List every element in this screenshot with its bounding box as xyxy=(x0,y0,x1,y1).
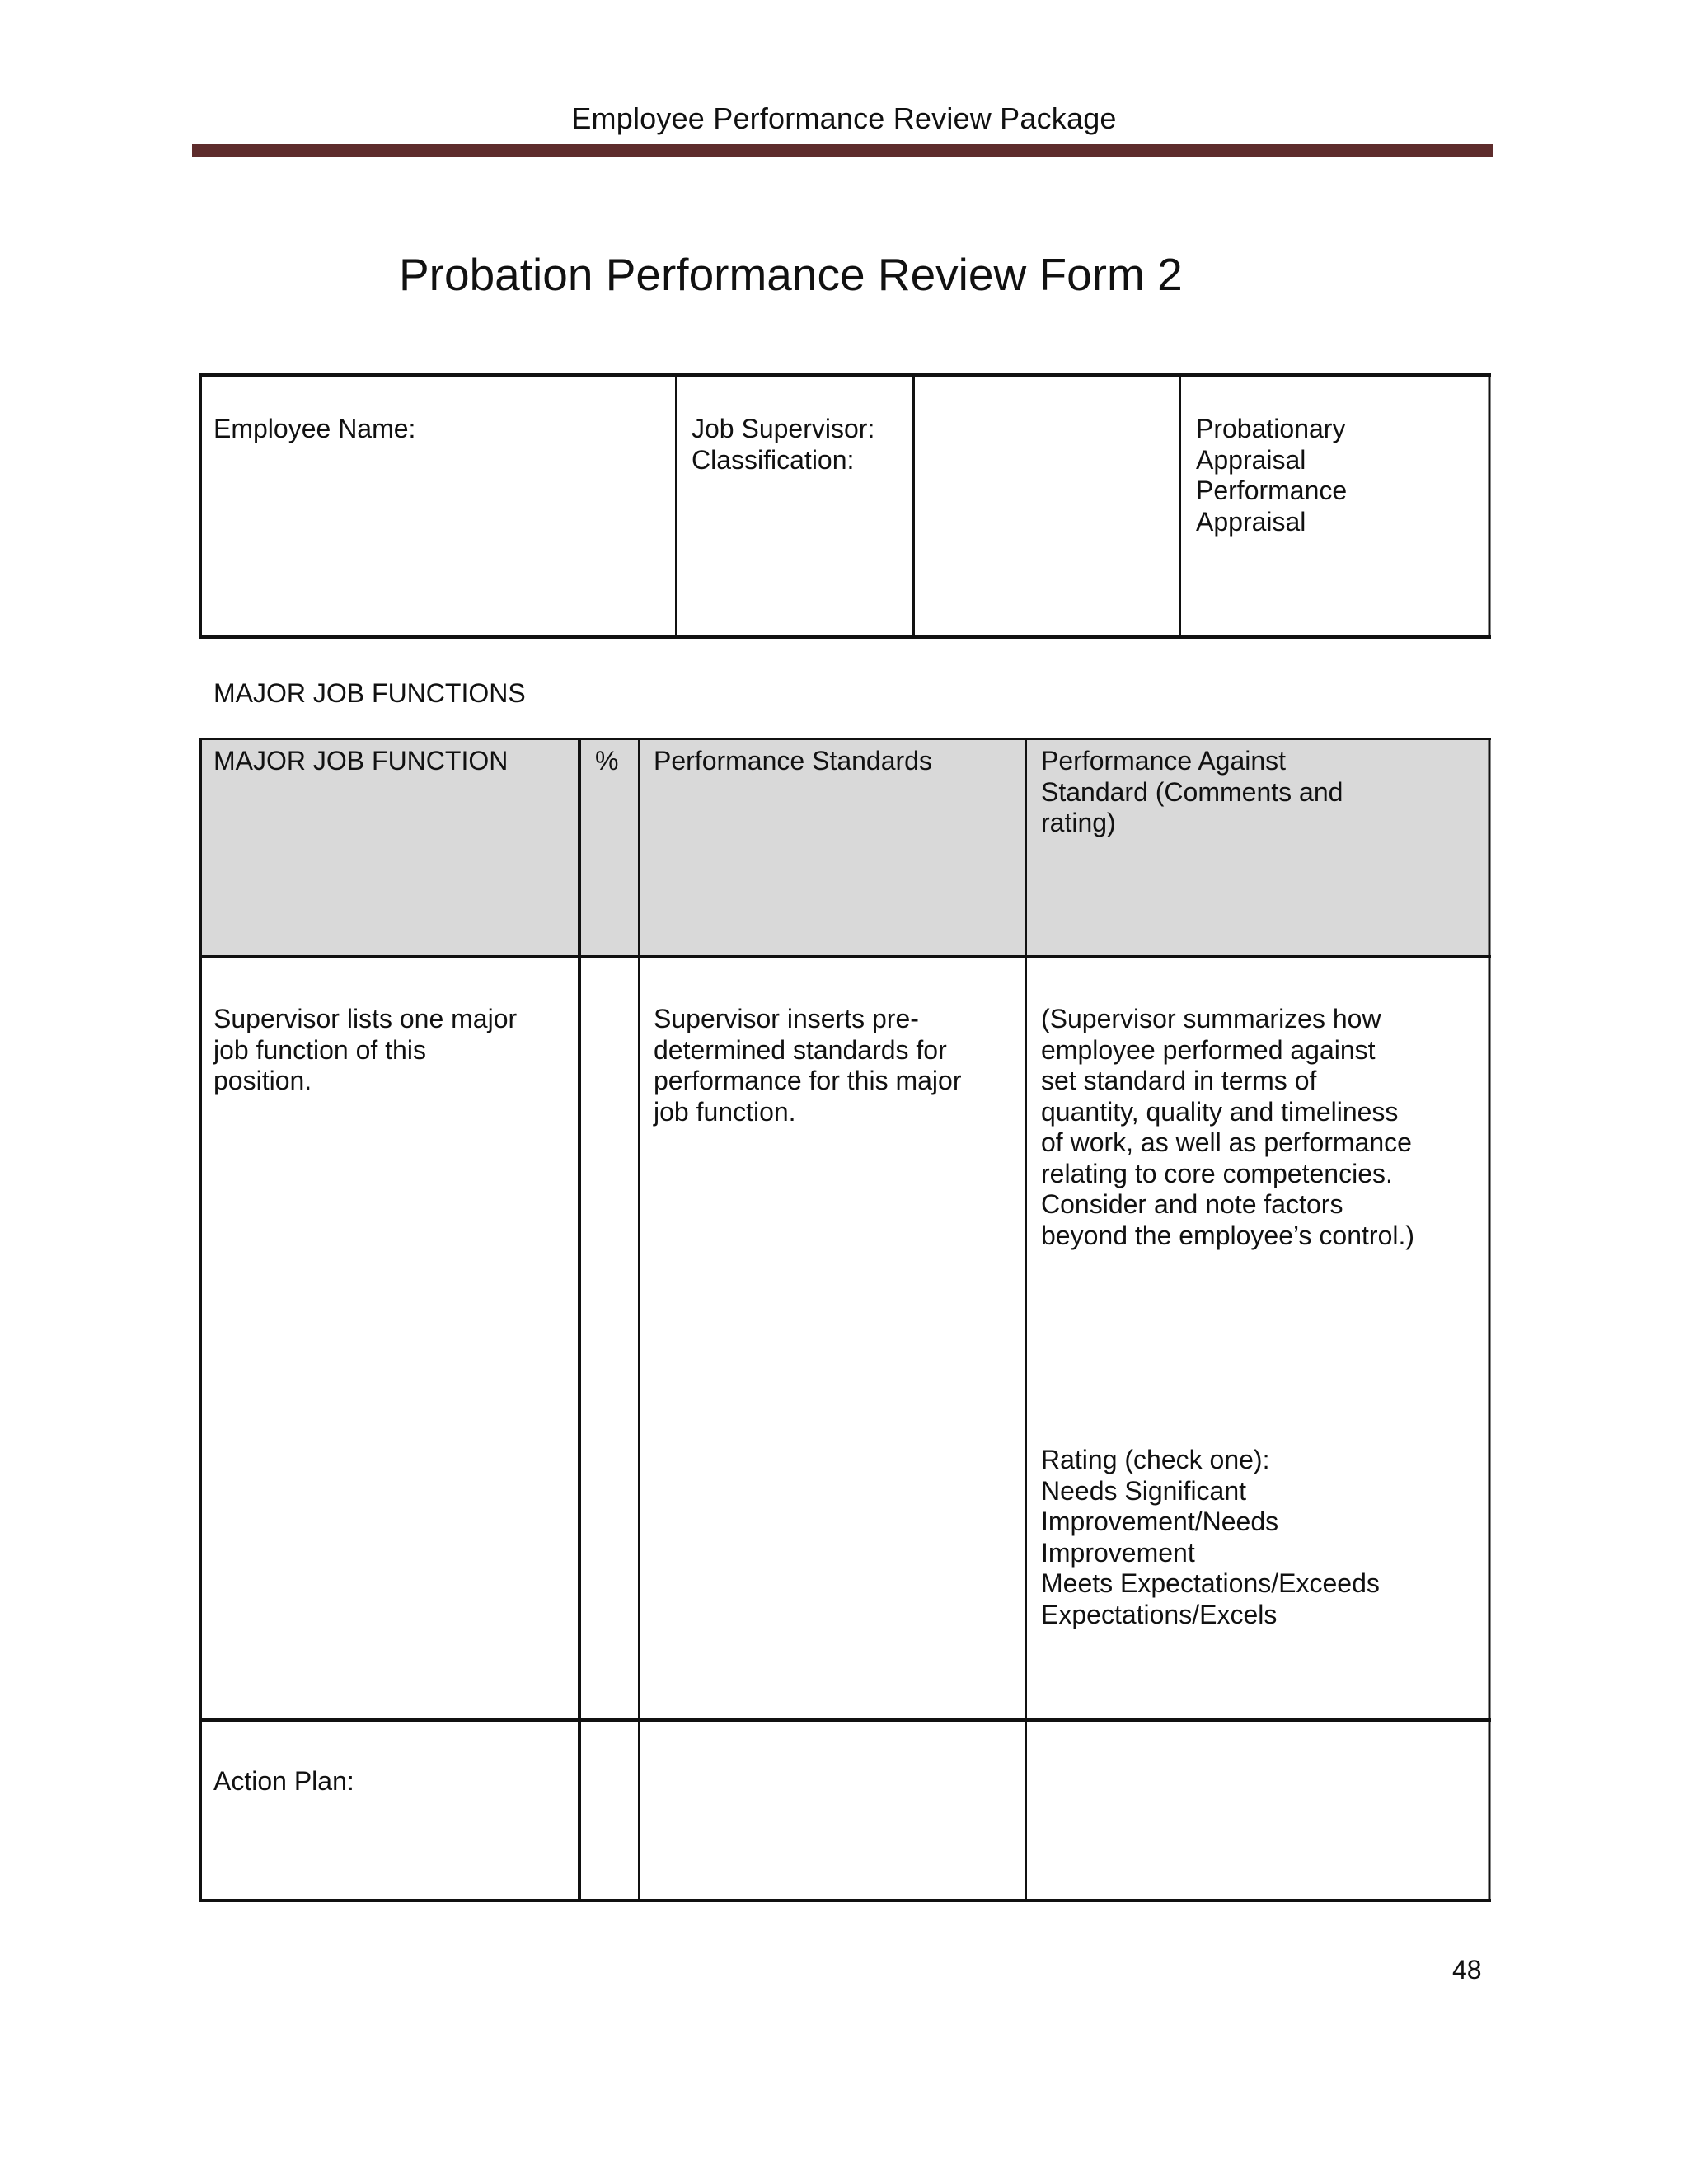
performance-comments-instruction: (Supervisor summarizes how employee performed against set standard in terms of quantity, quality and timeliness of work, as well as performance relating to core competencies. Consider and note factors beyond the employee’s control.) xyxy=(1041,1004,1415,1250)
column-header-performance-standards: Performance Standards xyxy=(654,746,932,776)
section-label: MAJOR JOB FUNCTIONS xyxy=(213,678,526,708)
employee-name-label: Employee Name: xyxy=(213,414,416,443)
appraisal-type-label: Probationary Appraisal Performance Appraisal xyxy=(1196,414,1348,537)
form-title: Probation Performance Review Form 2 xyxy=(399,249,1183,300)
job-function-instruction: Supervisor lists one major job function of this position. xyxy=(213,1004,518,1095)
action-plan-label: Action Plan: xyxy=(213,1766,354,1796)
supervisor-classification-label: Job Supervisor: Classification: xyxy=(692,414,875,475)
page-number: 48 xyxy=(1452,1955,1482,1985)
column-header-percent: % xyxy=(595,746,619,776)
performance-standards-instruction: Supervisor inserts pre- determined standards for performance for this major job function. xyxy=(654,1004,962,1127)
column-header-performance-against-standard: Performance Against Standard (Comments and rating) xyxy=(1041,746,1343,837)
column-header-major-job-function: MAJOR JOB FUNCTION xyxy=(213,746,509,776)
rating-options: Rating (check one): Needs Significant Improvement/Needs Improvement Meets Expectations/Exceeds Expectations/Excels xyxy=(1041,1445,1380,1629)
document-header-title: Employee Performance Review Package xyxy=(571,101,1117,135)
